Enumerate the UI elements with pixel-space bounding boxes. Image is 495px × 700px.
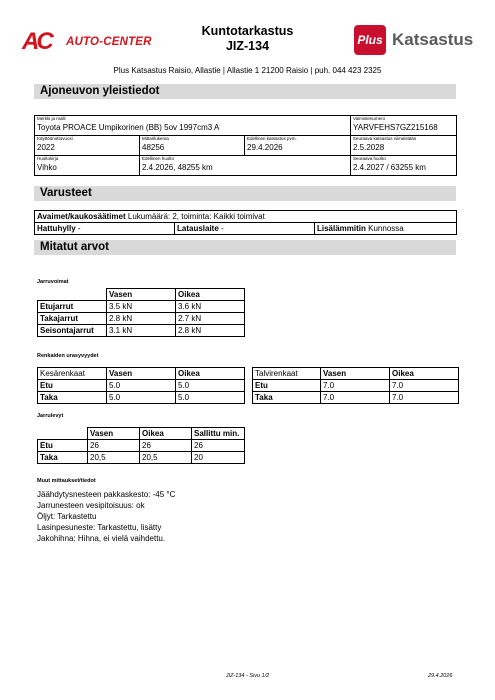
general-info-table [34,115,457,176]
row-label: Etujarrut [38,301,107,313]
auto-center-logo [22,29,152,55]
tread-depth-title: Renkaiden urasyvyydet [37,353,99,359]
winter-tyres-table [252,367,459,404]
other-measurements-list [37,489,175,544]
brake-discs-corner [38,428,88,440]
list-item: Jakohihna: Hihna, ei vielä vaihdettu. [37,534,166,543]
next-service-label: Seuraava huolto [353,156,386,161]
next-inspection-label: Seuraava katsastus viimeistään [353,136,417,141]
other-measurements-title: Muut mittaukset/tiedot [37,478,96,484]
brake-discs-header-row [38,428,245,440]
odometer-cell [140,136,245,156]
value-right: 5.0 [176,380,245,392]
table-row [38,440,245,452]
summer-tyres-header-right: Oikea [176,368,245,380]
keys-label: Avaimet/kaukosäätimet [37,212,126,221]
station-address: Plus Katsastus Raisio, Allastie | Allastie 1 21200 Raisio | puh. 044 423 2325 [113,66,382,75]
year-cell [35,136,140,156]
brake-force-header-left: Vasen [107,289,176,301]
value-right: 5.0 [176,392,245,404]
next-service-value: 2.4.2027 / 63255 km [353,163,426,172]
winter-tyres-header-right: Oikea [390,368,459,380]
value-left: 7.0 [321,380,390,392]
brake-force-table [37,288,245,337]
table-row [38,380,245,392]
value-right: 3.6 kN [176,301,245,313]
value-right: 26 [140,440,192,452]
info-row-vehicle [35,116,457,136]
value-right: 20,5 [140,452,192,464]
make-model-label: Merkki ja malli [37,116,66,121]
keys-value: Lukumäärä: 2, toiminta: Kaikki toimivat [125,212,265,221]
list-item: Jarrunesteen vesipitoisuus: ok [37,501,145,510]
hat-shelf-label: Hattuhylly [37,224,76,233]
year-label: Käyttöönottovuosi [37,136,73,141]
brake-discs-header-right: Oikea [140,428,192,440]
summer-tyres-table [37,367,245,404]
row-label: Taka [38,392,107,404]
year-value: 2022 [37,143,55,152]
value-left: 5.0 [107,392,176,404]
brake-force-header-row [38,289,245,301]
charger-cell [175,223,315,235]
next-service-cell [351,156,457,176]
brake-discs-table [37,427,245,464]
table-row [38,325,245,337]
make-model-cell [35,116,351,136]
auto-center-logo-text: AUTO-CENTER [66,36,152,48]
table-row [253,392,459,404]
winter-tyres-header-label: Talvirenkaat [253,368,321,380]
prev-service-value: 2.4.2026, 48255 km [142,163,213,172]
value-left: 20,5 [88,452,140,464]
value-right: 2.8 kN [176,325,245,337]
table-row [38,392,245,404]
footer-date: 29.4.2026 [428,673,453,679]
aux-heater-label: Lisälämmitin [317,224,366,233]
brake-force-header-right: Oikea [176,289,245,301]
winter-tyres-header-row [253,368,459,380]
value-min: 20 [192,452,245,464]
service-book-cell [35,156,140,176]
value-left: 3.1 kN [107,325,176,337]
row-label: Etu [38,440,88,452]
brake-force-corner [38,289,107,301]
info-row-dates [35,136,457,156]
charger-label: Latauslaite [177,224,219,233]
vin-cell [351,116,457,136]
brake-discs-title: Jarrulevyt [37,413,64,419]
row-label: Taka [38,452,88,464]
charger-value: - [218,224,224,233]
table-row [38,452,245,464]
plus-katsastus-logo [354,25,474,55]
service-book-label: Huoltokirja [37,156,59,161]
row-label: Takajarrut [38,313,107,325]
plus-badge: Plus [354,25,386,55]
value-left: 5.0 [107,380,176,392]
table-row [38,301,245,313]
table-row [253,380,459,392]
value-right: 7.0 [390,380,459,392]
vin-label: Valmistenumero [353,116,386,121]
plate-number: JIZ-134 [225,39,270,53]
page-number: JIZ-134 - Sivu 1/2 [225,673,270,679]
row-label: Seisontajarrut [38,325,107,337]
next-inspection-cell [351,136,457,156]
report-header [0,0,495,62]
row-label: Etu [253,380,321,392]
brake-discs-header-min: Sallittu min. [192,428,245,440]
report-title: Kuntotarkastus [201,24,294,38]
aux-heater-value: Kunnossa [365,224,404,233]
katsastus-wordmark: Katsastus [392,30,474,49]
report-title-block [160,24,335,54]
hat-shelf-value: - [75,224,81,233]
odometer-label: Mittarilukema [142,136,169,141]
make-model-value: Toyota PROACE Umpikorinen (BB) 5ov 1997cm3 A [37,123,220,132]
brake-force-title: Jarruvoimat [37,279,69,285]
hat-shelf-cell [35,223,175,235]
equipment-row-keys [35,211,457,223]
section-heading-equipment: Varusteet [34,186,456,201]
value-left: 3.5 kN [107,301,176,313]
prev-inspection-label: Edellinen katsastus pvm. [247,136,297,141]
value-right: 2.7 kN [176,313,245,325]
summer-tyres-header-label: Kesärenkaat [38,368,107,380]
row-label: Taka [253,392,321,404]
value-left: 7.0 [321,392,390,404]
section-heading-general: Ajoneuvon yleistiedot [34,84,456,99]
auto-center-logo-mark: AC [22,28,51,55]
aux-heater-cell [315,223,457,235]
section-heading-measurements: Mitatut arvot [34,240,456,255]
value-min: 26 [192,440,245,452]
odometer-value: 48256 [142,143,165,152]
list-item: Jäähdytysnesteen pakkaskesto: -45 °C [37,490,176,499]
list-item: Öljyt: Tarkastettu [37,512,97,521]
row-label: Etu [38,380,107,392]
value-left: 2.8 kN [107,313,176,325]
prev-inspection-cell [245,136,351,156]
list-item: Lasinpesuneste: Tarkastettu, lisätty [37,523,162,532]
equipment-row-misc [35,223,457,235]
equipment-table [34,210,457,235]
keys-cell [35,211,457,223]
prev-service-cell [140,156,351,176]
vin-value: YARVFEHS7GZ215168 [353,123,438,132]
value-right: 7.0 [390,392,459,404]
summer-tyres-header-left: Vasen [107,368,176,380]
table-row [38,313,245,325]
value-left: 26 [88,440,140,452]
winter-tyres-header-left: Vasen [321,368,390,380]
summer-tyres-header-row [38,368,245,380]
info-row-service [35,156,457,176]
next-inspection-value: 2.5.2028 [353,143,385,152]
service-book-value: Vihko [37,163,57,172]
prev-inspection-value: 29.4.2026 [247,143,283,152]
prev-service-label: Edellinen huolto [142,156,175,161]
brake-discs-header-left: Vasen [88,428,140,440]
